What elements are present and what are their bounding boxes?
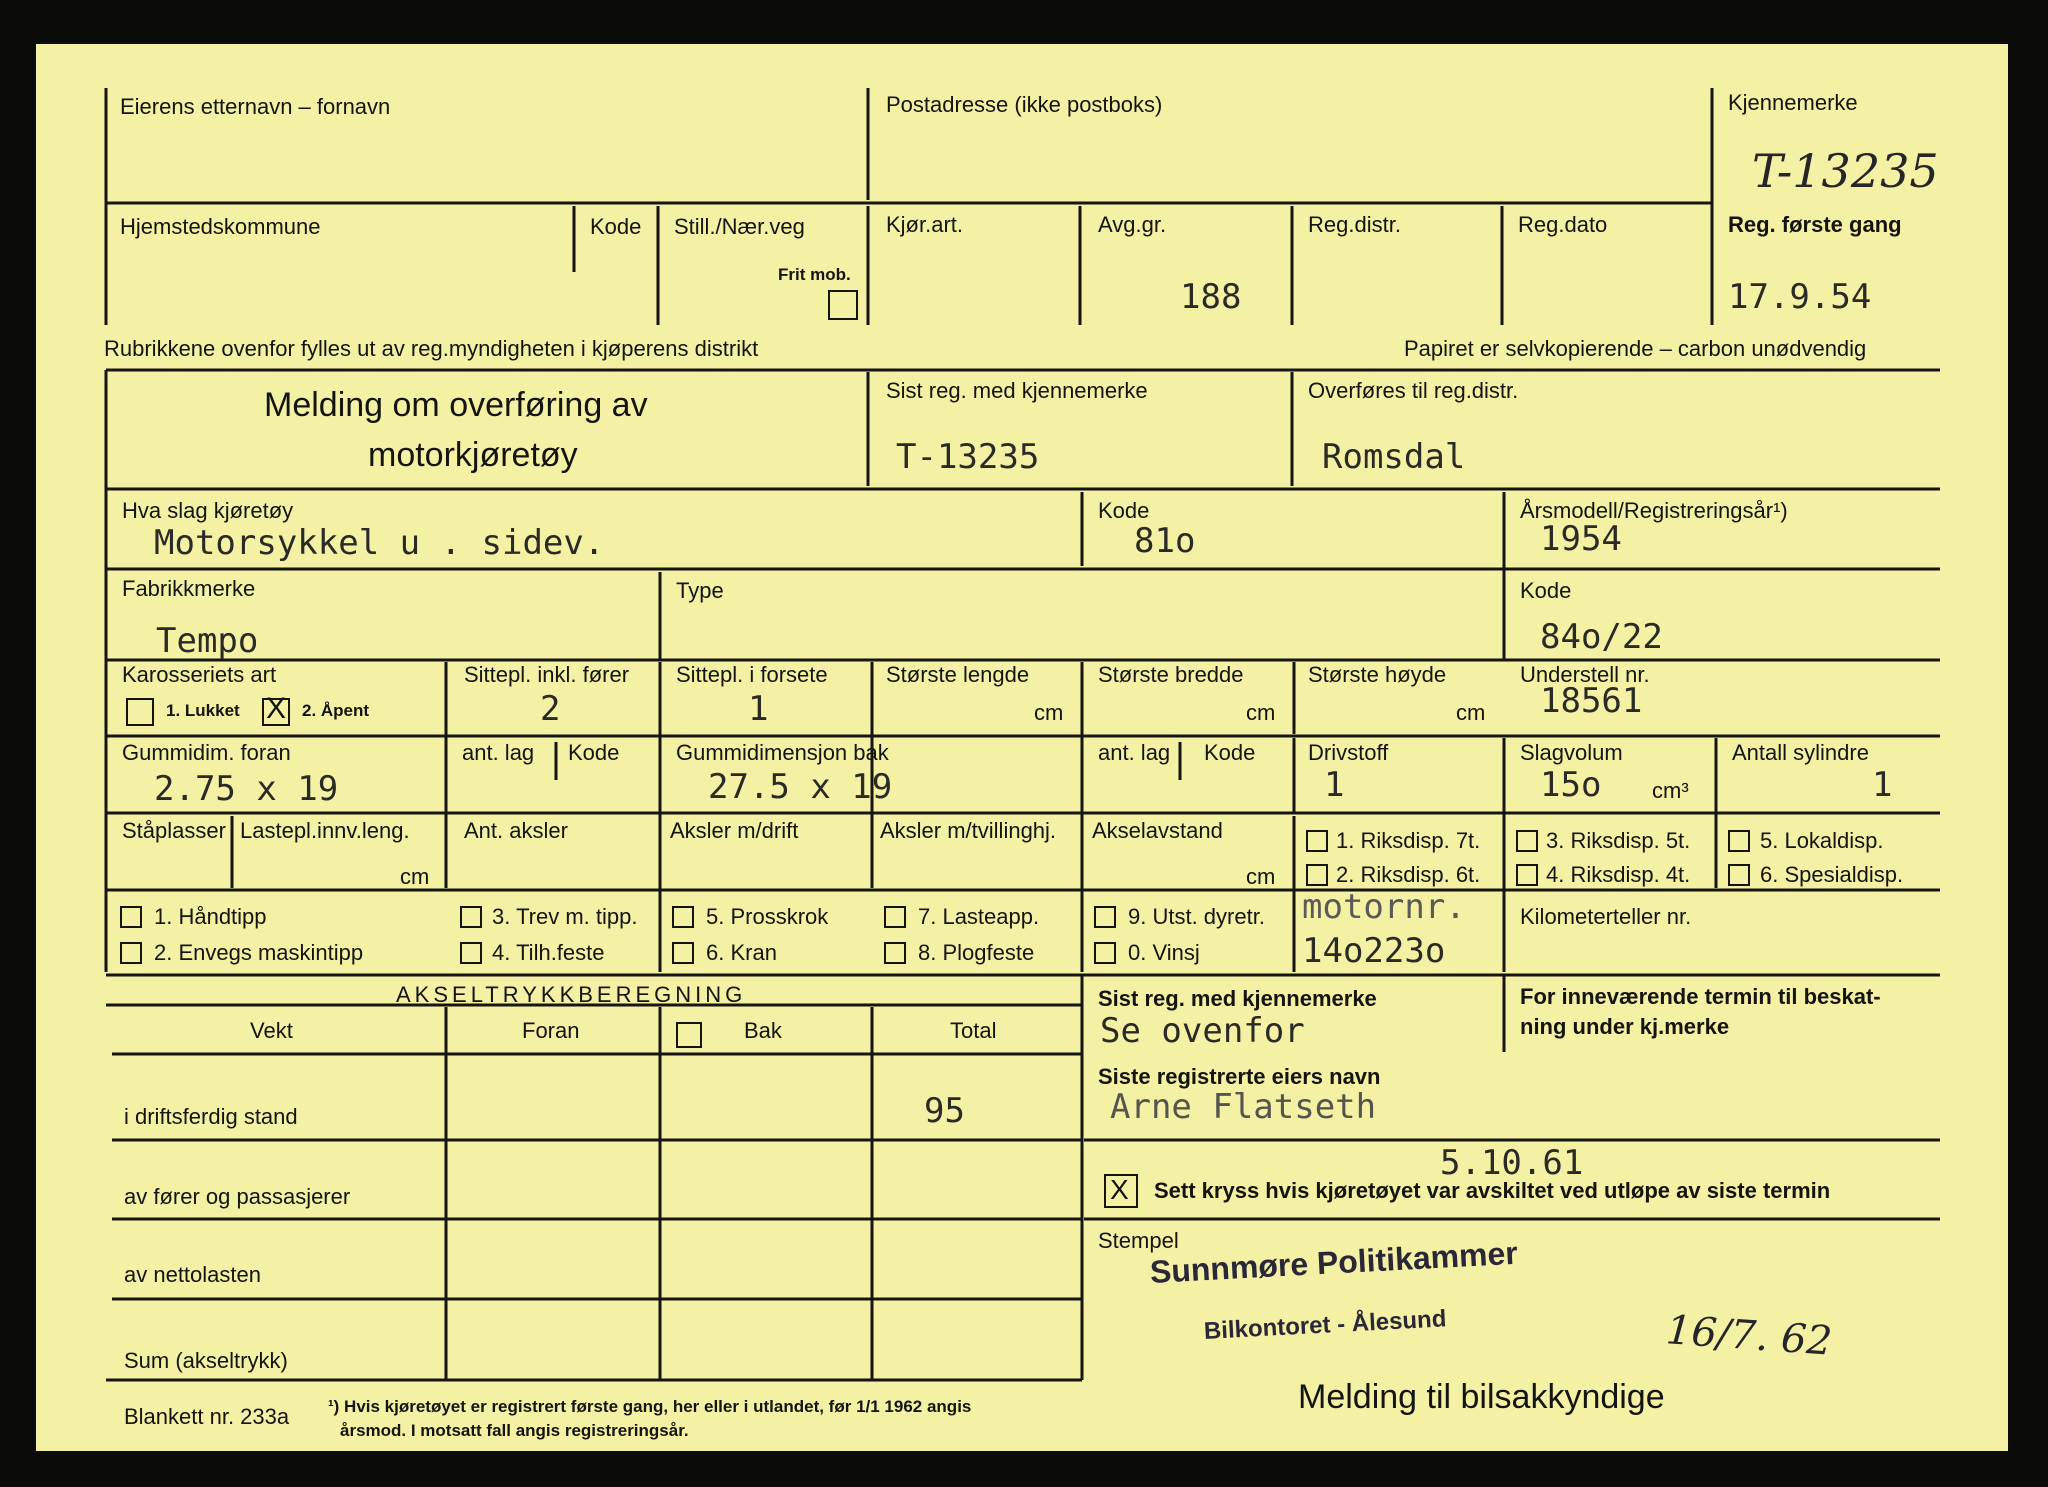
kran-checkbox[interactable] xyxy=(672,942,694,964)
envegs-maskintipp-label: 2. Envegs maskintipp xyxy=(154,940,364,965)
trev-tipp-checkbox[interactable] xyxy=(460,906,482,928)
lower-sist-reg-value: Se ovenfor xyxy=(1100,1011,1305,1051)
kran-label: 6. Kran xyxy=(706,940,777,965)
riksdisp-7t-label: 1. Riksdisp. 7t. xyxy=(1336,828,1481,853)
tyre-front-kode-label: Kode xyxy=(568,740,620,765)
riksdisp-7t-checkbox[interactable] xyxy=(1306,830,1328,852)
row-sum: Sum (akseltrykk) xyxy=(124,1348,288,1373)
kilometerteller-label: Kilometerteller nr. xyxy=(1520,904,1692,929)
sylindre-value: 1 xyxy=(1872,765,1893,805)
make-label: Fabrikkmerke xyxy=(122,576,256,601)
slagvolum-unit: cm³ xyxy=(1652,778,1689,803)
tyre-front-value: 2.75 x 19 xyxy=(154,769,339,809)
riksdisp-5t-checkbox[interactable] xyxy=(1516,830,1538,852)
riksdisp-5t-label: 3. Riksdisp. 5t. xyxy=(1546,828,1691,853)
vehicle-type-label: Hva slag kjøretøy xyxy=(122,498,294,523)
hoyde-label: Største høyde xyxy=(1308,662,1447,687)
riksdisp-6t-checkbox[interactable] xyxy=(1306,864,1328,886)
plogfeste-label: 8. Plogfeste xyxy=(918,940,1035,965)
row-forer-passasjerer: av fører og passasjerer xyxy=(124,1184,351,1209)
lengde-label: Største lengde xyxy=(886,662,1030,687)
motornr-value: 14o223o xyxy=(1302,931,1446,971)
prosskrok-checkbox[interactable] xyxy=(672,906,694,928)
footnote-line1: ¹) Hvis kjøretøyet er registrert første gang, her eller i utlandet, før 1/1 1962 angis xyxy=(328,1397,972,1416)
lasteapp-checkbox[interactable] xyxy=(884,906,906,928)
riksdisp-4t-checkbox[interactable] xyxy=(1516,864,1538,886)
tyre-rear-label: Gummidimensjon bak xyxy=(676,740,889,765)
sist-reg-value: T-13235 xyxy=(896,437,1040,477)
total-driftsferdig-value: 95 xyxy=(924,1091,965,1131)
vehicle-kode-label: Kode xyxy=(1098,498,1150,523)
spesialdisp-label: 6. Spesialdisp. xyxy=(1760,862,1904,887)
overfores-value: Romsdal xyxy=(1322,437,1466,477)
lengde-unit: cm xyxy=(1034,700,1064,725)
stempel-label: Stempel xyxy=(1098,1228,1179,1253)
kode2-label: Kode xyxy=(1520,578,1572,603)
tilh-feste-label: 4. Tilh.feste xyxy=(492,940,605,965)
termin-line2: ning under kj.merke xyxy=(1520,1014,1730,1039)
drivstoff-label: Drivstoff xyxy=(1308,740,1389,765)
kjorart-label: Kjør.art. xyxy=(886,212,964,237)
vinsj-label: 0. Vinsj xyxy=(1128,940,1200,965)
handwritten-date: 16/7. 62 xyxy=(1664,1307,1834,1365)
form-title-line1: Melding om overføring av xyxy=(264,386,648,424)
lasteapp-label: 7. Lasteapp. xyxy=(918,904,1040,929)
sylindre-label: Antall sylindre xyxy=(1732,740,1869,765)
forsete-value: 1 xyxy=(748,689,769,729)
avskiltet-label: Sett kryss hvis kjøretøyet var avskiltet ved utløpe av siste termin xyxy=(1154,1178,1831,1203)
eier-label: Siste registrerte eiers navn xyxy=(1098,1064,1381,1089)
municipality-label: Hjemstedskommune xyxy=(120,214,321,239)
lukket-label: 1. Lukket xyxy=(166,701,240,720)
plogfeste-checkbox[interactable] xyxy=(884,942,906,964)
slagvolum-value: 15o xyxy=(1540,765,1602,805)
hoyde-unit: cm xyxy=(1456,700,1486,725)
handtipp-checkbox[interactable] xyxy=(120,906,142,928)
bredde-unit: cm xyxy=(1246,700,1276,725)
blankett-number: Blankett nr. 233a xyxy=(124,1404,290,1429)
apent-label: 2. Åpent xyxy=(302,701,370,720)
reg-forste-gang-label: Reg. første gang xyxy=(1728,212,1902,237)
riksdisp-6t-label: 2. Riksdisp. 6t. xyxy=(1336,862,1481,887)
type-label: Type xyxy=(676,578,724,603)
make-value: Tempo xyxy=(156,621,259,661)
regdato-label: Reg.dato xyxy=(1518,212,1608,237)
col-bak: Bak xyxy=(744,1018,782,1043)
col-vekt: Vekt xyxy=(250,1018,293,1043)
termin-line1: For inneværende termin til beskat- xyxy=(1520,984,1881,1009)
forsete-label: Sittepl. i forsete xyxy=(676,662,828,687)
eier-date: 5.10.61 xyxy=(1440,1143,1584,1183)
year-label: Årsmodell/Registreringsår¹) xyxy=(1520,498,1788,523)
aksler-drift-label: Aksler m/drift xyxy=(670,818,799,843)
vinsj-checkbox[interactable] xyxy=(1094,942,1116,964)
understell-label: Understell nr. xyxy=(1520,662,1650,687)
tyre-rear-antlag-label: ant. lag xyxy=(1098,740,1171,765)
still-naer-veg-label: Still./Nær.veg xyxy=(674,214,805,239)
regdistr-label: Reg.distr. xyxy=(1308,212,1401,237)
frit-mob-checkbox[interactable] xyxy=(828,290,858,320)
ant-aksler-label: Ant. aksler xyxy=(464,818,568,843)
lokaldisp-checkbox[interactable] xyxy=(1728,830,1750,852)
eier-value: Arne Flatseth xyxy=(1110,1087,1377,1127)
note-right: Papiret er selvkopierende – carbon unødvendig xyxy=(1404,336,1867,361)
drivstoff-value: 1 xyxy=(1324,765,1345,805)
avskiltet-check-mark: X xyxy=(1110,1174,1129,1205)
akselavstand-unit: cm xyxy=(1246,864,1276,889)
avggr-value: 188 xyxy=(1180,277,1242,317)
kode-label: Kode xyxy=(590,214,642,239)
spesialdisp-checkbox[interactable] xyxy=(1728,864,1750,886)
envegs-maskintipp-checkbox[interactable] xyxy=(120,942,142,964)
vehicle-type-value: Motorsykkel u . sidev. xyxy=(154,523,605,563)
sittepl-value: 2 xyxy=(540,689,561,729)
akseltrykk-heading: AKSELTRYKKBEREGNING xyxy=(396,982,747,1007)
reg-forste-gang-value: 17.9.54 xyxy=(1728,277,1872,317)
bredde-label: Største bredde xyxy=(1098,662,1244,687)
vehicle-kode-value: 81o xyxy=(1134,521,1196,561)
kode2-value: 84o/22 xyxy=(1540,617,1663,657)
slagvolum-label: Slagvolum xyxy=(1520,740,1623,765)
staplasser-label: Ståplasser xyxy=(122,818,226,843)
prosskrok-label: 5. Prosskrok xyxy=(706,904,829,929)
postal-address-label: Postadresse (ikke postboks) xyxy=(886,92,1163,117)
bak-checkbox[interactable] xyxy=(676,1022,702,1048)
utst-dyretr-label: 9. Utst. dyretr. xyxy=(1128,904,1265,929)
footnote-line2: årsmod. I motsatt fall angis registreringsår. xyxy=(340,1421,689,1440)
understell-value: 18561 xyxy=(1540,681,1643,721)
tyre-front-label: Gummidim. foran xyxy=(122,740,291,765)
form-title-line2: motorkjøretøy xyxy=(368,436,578,474)
aksler-tvilling-label: Aksler m/tvillinghj. xyxy=(880,818,1057,843)
note-left: Rubrikkene ovenfor fylles ut av reg.myndigheten i kjøperens distrikt xyxy=(104,336,759,361)
col-total: Total xyxy=(950,1018,997,1043)
tyre-rear-kode-label: Kode xyxy=(1204,740,1256,765)
riksdisp-4t-label: 4. Riksdisp. 4t. xyxy=(1546,862,1691,887)
tyre-rear-value: 27.5 x 19 xyxy=(708,767,893,807)
akselavstand-label: Akselavstand xyxy=(1092,818,1223,843)
bilsakkyndige-label: Melding til bilsakkyndige xyxy=(1298,1378,1665,1416)
frit-mob-label: Frit mob. xyxy=(778,265,851,284)
row-driftsferdig: i driftsferdig stand xyxy=(124,1104,298,1129)
plate-label: Kjennemerke xyxy=(1728,90,1858,115)
owner-label: Eierens etternavn – fornavn xyxy=(120,94,391,119)
stamp-line2: Bilkontoret - Ålesund xyxy=(1203,1305,1448,1345)
sist-reg-label: Sist reg. med kjennemerke xyxy=(886,378,1148,403)
year-value: 1954 xyxy=(1540,519,1622,559)
handtipp-label: 1. Håndtipp xyxy=(154,904,267,929)
avggr-label: Avg.gr. xyxy=(1098,212,1167,237)
lukket-checkbox[interactable] xyxy=(126,698,154,726)
apent-check-mark: X xyxy=(266,692,287,725)
tilh-feste-checkbox[interactable] xyxy=(460,942,482,964)
karosseri-label: Karosseriets art xyxy=(122,662,277,687)
utst-dyretr-checkbox[interactable] xyxy=(1094,906,1116,928)
lower-sist-reg-label: Sist reg. med kjennemerke xyxy=(1098,986,1377,1011)
lokaldisp-label: 5. Lokaldisp. xyxy=(1760,828,1884,853)
col-foran: Foran xyxy=(522,1018,580,1043)
lastepl-unit: cm xyxy=(400,864,430,889)
stamp-line1: Sunnmøre Politikammer xyxy=(1149,1234,1519,1290)
tyre-front-antlag-label: ant. lag xyxy=(462,740,535,765)
row-nettolast: av nettolasten xyxy=(124,1262,261,1287)
overfores-label: Overføres til reg.distr. xyxy=(1308,378,1519,403)
sittepl-label: Sittepl. inkl. fører xyxy=(464,662,630,687)
lastepl-label: Lastepl.innv.leng. xyxy=(240,818,410,843)
trev-tipp-label: 3. Trev m. tipp. xyxy=(492,904,638,929)
plate-value-handwritten: T-13235 xyxy=(1752,144,1939,198)
motornr-label-typed: motornr. xyxy=(1302,887,1466,927)
